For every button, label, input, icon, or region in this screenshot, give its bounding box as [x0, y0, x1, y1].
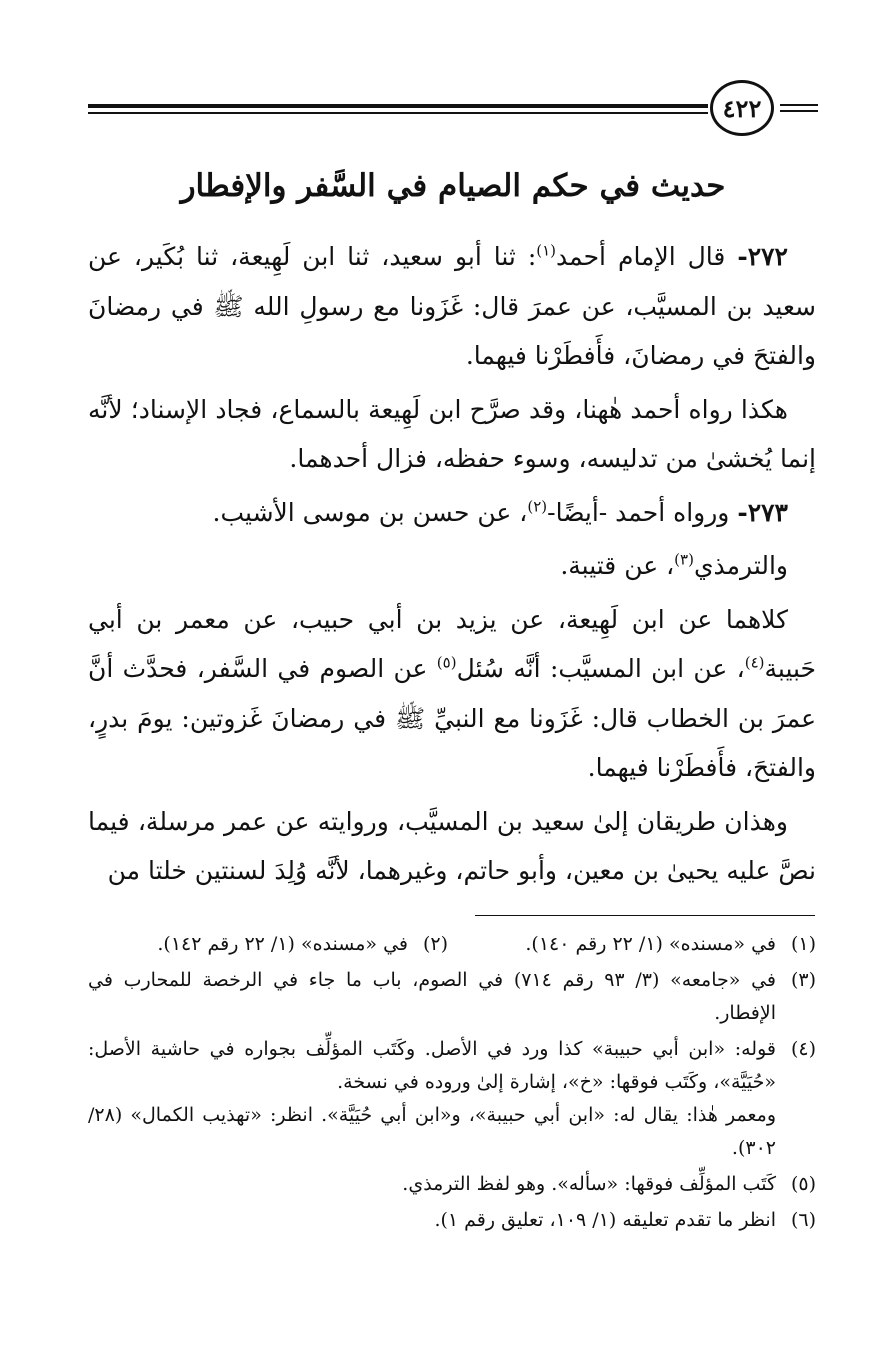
hadith-number: ٢٧٢- [737, 242, 788, 271]
text-run: ورواه أحمد -أيضًا- [547, 497, 738, 527]
footnote-ref[interactable]: (٣) [674, 550, 694, 569]
text-run: ، عن ابن المسيَّب: أنَّه سُئل [456, 654, 745, 683]
text-run: ، عن قتيبة. [560, 551, 675, 580]
footnote-separator [475, 915, 815, 916]
footnote-number: (٣) [790, 969, 816, 991]
footnote-6 [88, 1204, 816, 1237]
footnote-ref[interactable]: (٥) [436, 653, 457, 672]
paragraph-tirmidhi [88, 541, 816, 591]
footnotes [88, 928, 816, 1240]
text-run: : ثنا أبو سعيد، ثنا ابن لَهِيعة، ثنا بُكَير، عن سعيد بن المسيَّب، عن عمرَ قال: غَزَونا مع رسولِ الله ﷺ في رمضانَ والفتحَ في رمضانَ، فأَفطَرْنا فيهما. [88, 242, 816, 370]
footnote-3 [88, 964, 816, 1030]
footnote-text-continued: ومعمر هٰذا: يقال له: «ابن أبي حبيبة»، و«ابن أبي حُيَيَّة». انظر: «تهذيب الكمال» (٢٨/ ٣٠٢). [88, 1104, 776, 1159]
footnote-4 [88, 1033, 816, 1165]
paragraph-hadith-273 [88, 488, 816, 538]
page-number: ٤٢٢ [722, 93, 762, 123]
hadith-number: ٢٧٣- [737, 497, 788, 527]
footnote-number: (٦) [790, 1209, 816, 1231]
paragraph-commentary: هكذا رواه أحمد هٰهنا، وقد صرَّح ابن لَهِيعة بالسماع، فجاد الإسناد؛ لأنَّه إنما يُخشىٰ من تدليسه، وسوء حفظه، فزال أحدهما. [88, 394, 816, 473]
footnote-number: (٤) [790, 1038, 816, 1060]
footnote-ref[interactable]: (١) [536, 241, 557, 260]
footnote-pair [88, 928, 816, 961]
header-rule-thick [88, 104, 708, 108]
footnote-number: (٢) [422, 933, 448, 955]
footnote-number: (١) [790, 933, 816, 955]
text-run: والترمذي [693, 551, 788, 580]
footnote-text: كَتَب المؤلِّف فوقها: «سأله». وهو لفظ الترمذي. [402, 1173, 776, 1195]
text-run: ، عن حسن بن موسى الأشيب. [212, 497, 528, 527]
footnote-ref[interactable]: (٢) [527, 497, 548, 516]
section-title: حديث في حكم الصيام في السَّفر والإفطار [180, 168, 726, 204]
text-run: عن الصوم في السَّفر، فحدَّث أنَّ عمرَ بن الخطاب قال: غَزَونا مع النبيِّ ﷺ في رمضانَ غَزوتين: يومَ بدرٍ، والفتحَ، فأَفطَرْنا فيهما. [88, 654, 816, 782]
footnote-number: (٥) [790, 1173, 816, 1195]
paragraph-hadith-272 [88, 232, 816, 381]
main-text [88, 232, 816, 900]
text-run: كلاهما عن ابن لَهِيعة، عن يزيد بن أبي حبيب، عن معمر بن أبي حَبيبة [88, 604, 817, 683]
footnote-5 [88, 1168, 816, 1201]
header-rule-right-1 [780, 104, 818, 106]
page-header [88, 80, 818, 140]
footnote-text: انظر ما تقدم تعليقه (١/ ١٠٩، تعليق رقم ١). [434, 1209, 776, 1231]
page-number-badge [710, 80, 774, 136]
footnote-text: في «مسنده» (١/ ٢٢ رقم ١٤٢). [157, 933, 408, 955]
footnote-2 [88, 928, 448, 961]
footnote-text: في «مسنده» (١/ ٢٢ رقم ١٤٠). [525, 933, 776, 955]
paragraph-chain [88, 595, 816, 793]
text-run: قال الإمام أحمد [556, 242, 738, 271]
footnote-body [88, 1033, 776, 1165]
footnote-text: في «جامعه» (٣/ ٩٣ رقم ٧١٤) في الصوم، باب ما جاء في الرخصة للمحارب في الإفطار. [88, 969, 776, 1024]
footnote-ref[interactable]: (٤) [744, 653, 765, 672]
footnote-text: قوله: «ابن أبي حبيبة» كذا ورد في الأصل. وكَتَب المؤلِّف بجواره في حاشية الأصل: «حُيَيَّة»، وكَتَب فوقها: «خ»، إشارة إلىٰ وروده في نسخة. [88, 1038, 776, 1093]
footnote-1 [456, 928, 816, 961]
header-rule-right-2 [780, 110, 818, 112]
header-rule-thin [88, 112, 708, 114]
paragraph-analysis: وهذان طريقان إلىٰ سعيد بن المسيَّب، وروايته عن عمر مرسلة، فيما نصَّ عليه يحيىٰ بن معين، وأبو حاتم، وغيرهما، لأنَّه وُلِدَ لسنتين خلتا من [88, 806, 816, 885]
